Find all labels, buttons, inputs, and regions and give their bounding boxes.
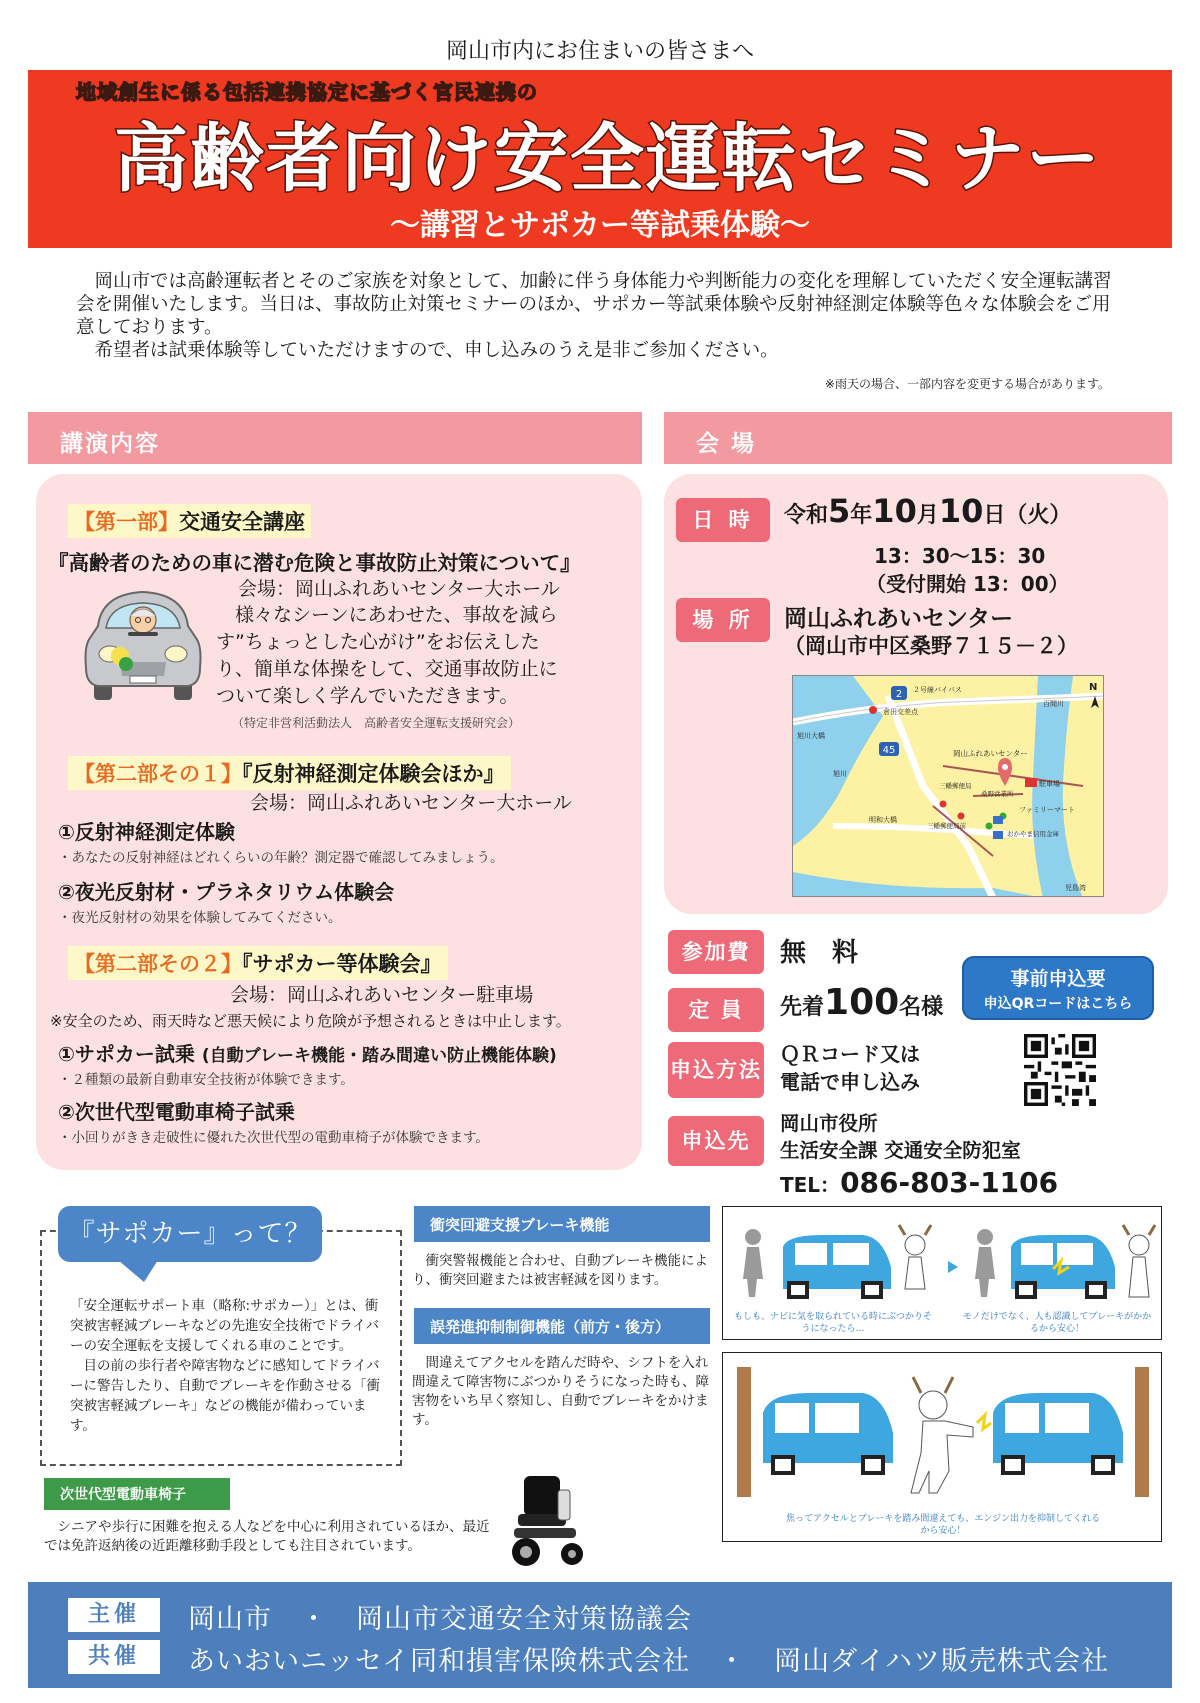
venue-map — [792, 675, 1104, 897]
elderly-driver-icon — [80, 576, 206, 704]
speech-tail-icon — [118, 1260, 158, 1282]
brake-illustration — [722, 1206, 1162, 1340]
illus1-caption-left: もしも、ナビに気を取られている時にぶつかりそうになったら… — [733, 1312, 932, 1334]
collision-avoid-icon — [723, 1207, 1163, 1311]
map-parking: 駐車場 — [1039, 780, 1060, 788]
illus2-caption: 焦ってアクセルとブレーキを踏み間違えても、エンジン出力を抑制してくれるから安心！ — [786, 1514, 1100, 1536]
misstart-feature-header: 誤発進抑制制御機能（前方・後方） — [414, 1308, 710, 1344]
map-clinic: 桑野営業所 — [981, 790, 1014, 798]
contact-org: 岡山市役所 — [780, 1112, 878, 1135]
banner-subtitle: 地域創生に係る包括連携協定に基づく官民連携の — [76, 80, 538, 104]
place-address: （岡山市中区桑野７１５－２） — [784, 634, 1078, 658]
part2b-label: 【第二部その２】 — [74, 952, 242, 976]
reflector-title: ②夜光反射材・プラネタリウム体験会 — [58, 880, 395, 904]
sapocar-text — [70, 1296, 380, 1436]
date-weekday: （火） — [1005, 503, 1072, 528]
map-drawing — [793, 676, 1104, 897]
brake-feature-header: 衝突回避支援ブレーキ機能 — [414, 1206, 710, 1242]
part2b-caution: ※安全のため、雨天時など悪天候により危険が予想されるときは中止します。 — [50, 1012, 571, 1030]
program-header: 講演内容 — [28, 412, 642, 464]
intro-paragraph-2: 希望者は試乗体験等していただけますので、申し込みのうえ是非ご参加ください。 — [94, 340, 779, 361]
reflex-test-title: ①反射神経測定体験 — [58, 820, 235, 844]
map-route45: 45 — [882, 745, 896, 756]
sapocar-title: 『サポカー』って？ — [58, 1206, 322, 1262]
wheelchair-header: 次世代型電動車椅子 — [44, 1478, 230, 1510]
contact-tel — [780, 1166, 1058, 1199]
contact-info — [780, 1110, 1021, 1164]
preregistration-button[interactable] — [962, 956, 1154, 1020]
sapocar-explainer — [40, 1230, 402, 1466]
misstart-feature-desc: 間違えてアクセルを踏んだ時や、シフトを入れ間違えて障害物にぶつかりそうになった時も、障害物をいち早く察知し、自動でブレーキをかけます。 — [412, 1355, 709, 1428]
banner-tagline: ～講習とサポカー等試乗体験～ — [390, 208, 810, 243]
map-north: N — [1089, 682, 1098, 693]
prereg-sub: 申込QRコードはこちら — [983, 996, 1133, 1012]
part2b-venue: 会場：岡山ふれあいセンター駐車場 — [230, 984, 534, 1006]
brake-feature-desc: 衝突警報機能と合わせ、自動ブレーキ機能により、衝突回避または被害軽減を図ります。 — [412, 1253, 709, 1288]
venue-header: 会 場 — [664, 412, 1172, 464]
capacity-value — [780, 982, 943, 1023]
illus1-caption-right: モノだけでなく、人も認識してブレーキがかかるから安心！ — [962, 1312, 1152, 1334]
part1-heading — [68, 504, 311, 538]
date-month: 10 — [872, 492, 917, 530]
wheelchair-icon — [504, 1470, 594, 1570]
wheelchair-ride-title: ②次世代型電動車椅子試乗 — [58, 1100, 295, 1124]
reflex-test-desc: ・あなたの反射神経はどれくらいの年齢？測定器で確認してみましょう。 — [58, 850, 504, 866]
part1-venue: 会場：岡山ふれあいセンター大ホール — [238, 578, 560, 600]
sapocar-text-1: 「安全運転サポート車（略称:サポカー）」とは、衝突被害軽減ブレーキなどの先進安全技術でドライバーの安全運転を支援してくれる車のことです。 — [70, 1298, 380, 1354]
part2a-name: 『反射神経測定体験会ほか』 — [242, 762, 505, 786]
contact-label: 申込先 — [668, 1116, 764, 1166]
method-line-1: ＱＲコード又は — [780, 1042, 920, 1066]
intro-text — [76, 270, 1116, 362]
cohost-label: 共催 — [68, 1640, 160, 1674]
map-minami-bridge: 明和大橋 — [869, 816, 897, 824]
rain-note: ※雨天の場合、一部内容を変更する場合があります。 — [824, 377, 1110, 391]
part2b-heading — [68, 946, 448, 980]
part2a-venue: 会場：岡山ふれあいセンター大ホール — [250, 792, 572, 814]
date-year: 5 — [828, 492, 851, 530]
map-kurata: 倉田交差点 — [883, 708, 918, 716]
part1-organizer: （特定非営利活動法人 高齢者安全運転支援研究会） — [232, 716, 521, 730]
map-post1: 三幡郵便局 — [939, 782, 972, 790]
method-line-2: 電話で申し込み — [780, 1070, 920, 1094]
map-post2: 三幡郵便局前 — [927, 822, 966, 830]
sapocar-ride-desc: ・２種類の最新自動車安全技術が体験できます。 — [58, 1072, 354, 1088]
date-year-unit: 年 — [850, 503, 873, 528]
host-text: 岡山市 ・ 岡山市交通安全対策協議会 — [188, 1604, 692, 1635]
sapocar-text-2: 目の前の歩行者や障害物などに感知してドライバーに警告したり、自動でブレーキを作動させる「衝突被害軽減ブレーキ」などの機能が備わっています。 — [70, 1358, 380, 1434]
contact-dept: 生活安全課 交通安全防犯室 — [780, 1139, 1021, 1162]
tel-label: TEL： — [780, 1173, 841, 1197]
qr-code-icon[interactable] — [1024, 1034, 1096, 1106]
date-day: 10 — [938, 492, 984, 530]
part2a-label: 【第二部その１】 — [74, 762, 242, 786]
date-day-unit: 日 — [983, 503, 1006, 528]
cohost-text: あいおいニッセイ同和損害保険株式会社 ・ 岡山ダイハツ販売株式会社 — [188, 1646, 1110, 1677]
intro-paragraph-1: 岡山市では高齢運転者とそのご家族を対象として、加齢に伴う身体能力や判断能力の変化を理解していただく安全運転講習会を開催いたします。当日は、事故防止対策セミナーのほか、サポカー等試乗体験や反射神経測定体験等色々な体験会をご用意しております。 — [76, 271, 1112, 338]
host-label: 主催 — [68, 1598, 160, 1632]
sponsor-footer — [28, 1582, 1172, 1688]
map-family-mart: ファミリーマート — [1019, 806, 1075, 814]
wheelchair-desc: シニアや歩行に困難を抱える人などを中心に利用されているほか、最近では免許返納後の近距離移動手段としても注目されています。 — [44, 1519, 490, 1554]
title-banner — [28, 70, 1172, 248]
map-route2: 2 — [895, 689, 903, 700]
part1-title: 『高齢者のための車に潜む危険と事故防止対策について』 — [48, 551, 581, 575]
program-panel — [36, 474, 642, 1170]
part1-name: 交通安全講座 — [179, 510, 305, 534]
event-date — [784, 492, 1071, 530]
capacity-label: 定 員 — [668, 988, 764, 1032]
map-kojima: 児島湾 — [1065, 884, 1086, 892]
date-label: 日 時 — [676, 498, 770, 542]
place-name: 岡山ふれあいセンター — [784, 606, 1014, 632]
map-bank: おかやま信用金庫 — [1007, 830, 1059, 838]
method-label: 申込方法 — [668, 1042, 764, 1098]
part1-description: 様々なシーンにあわせた、事故を減らす”ちょっとした心がけ”をお伝えしたり、簡単な体操をして、交通事故防止について楽しく学んでいただきます。 — [216, 604, 558, 707]
audience-line: 岡山市内にお住まいの皆さまへ — [445, 39, 754, 64]
reflector-desc: ・夜光反射材の効果を体験してみてください。 — [58, 910, 342, 926]
map-hyakken: 百間川 — [1043, 700, 1064, 708]
tel-number: 086-803-1106 — [840, 1166, 1059, 1199]
reception-time: （受付開始 13：00） — [866, 572, 1069, 596]
wheelchair-ride-desc: ・小回りがきき走破性に優れた次世代型の電動車椅子が体験できます。 — [58, 1130, 489, 1146]
method-text — [780, 1040, 920, 1096]
capacity-suffix: 名様 — [899, 995, 944, 1020]
capacity-number: 100 — [824, 982, 900, 1023]
banner-title: 高齢者向け安全運転セミナー — [114, 116, 1102, 202]
map-fureai: 岡山ふれあいセンター — [953, 749, 1028, 758]
map-asahi-bridge: 旭川大橋 — [797, 732, 825, 740]
date-month-unit: 月 — [916, 503, 939, 528]
part1-label: 【第一部】 — [74, 510, 179, 534]
capacity-prefix: 先着 — [780, 995, 825, 1020]
place-label: 場 所 — [676, 598, 770, 642]
part2a-heading — [68, 756, 511, 790]
date-era: 令和 — [784, 503, 829, 528]
sapocar-ride-sub: (自動ブレーキ機能・踏み間違い防止機能体験) — [201, 1046, 557, 1066]
fee-label: 参加費 — [668, 930, 764, 974]
event-time: 13：30～15：30 — [874, 544, 1046, 568]
misstart-illustration — [722, 1352, 1162, 1542]
prereg-title: 事前申込要 — [1010, 968, 1106, 990]
map-bypass: ２号線バイパス — [913, 686, 962, 694]
sapocar-ride-title — [58, 1038, 557, 1067]
part2b-name: 『サポカー等体験会』 — [242, 952, 442, 976]
pedal-misuse-icon — [723, 1353, 1163, 1513]
sapocar-ride-name: ①サポカー試乗 — [58, 1042, 195, 1066]
fee-value: 無 料 — [780, 938, 859, 968]
map-asahi-river: 旭川 — [833, 770, 847, 778]
